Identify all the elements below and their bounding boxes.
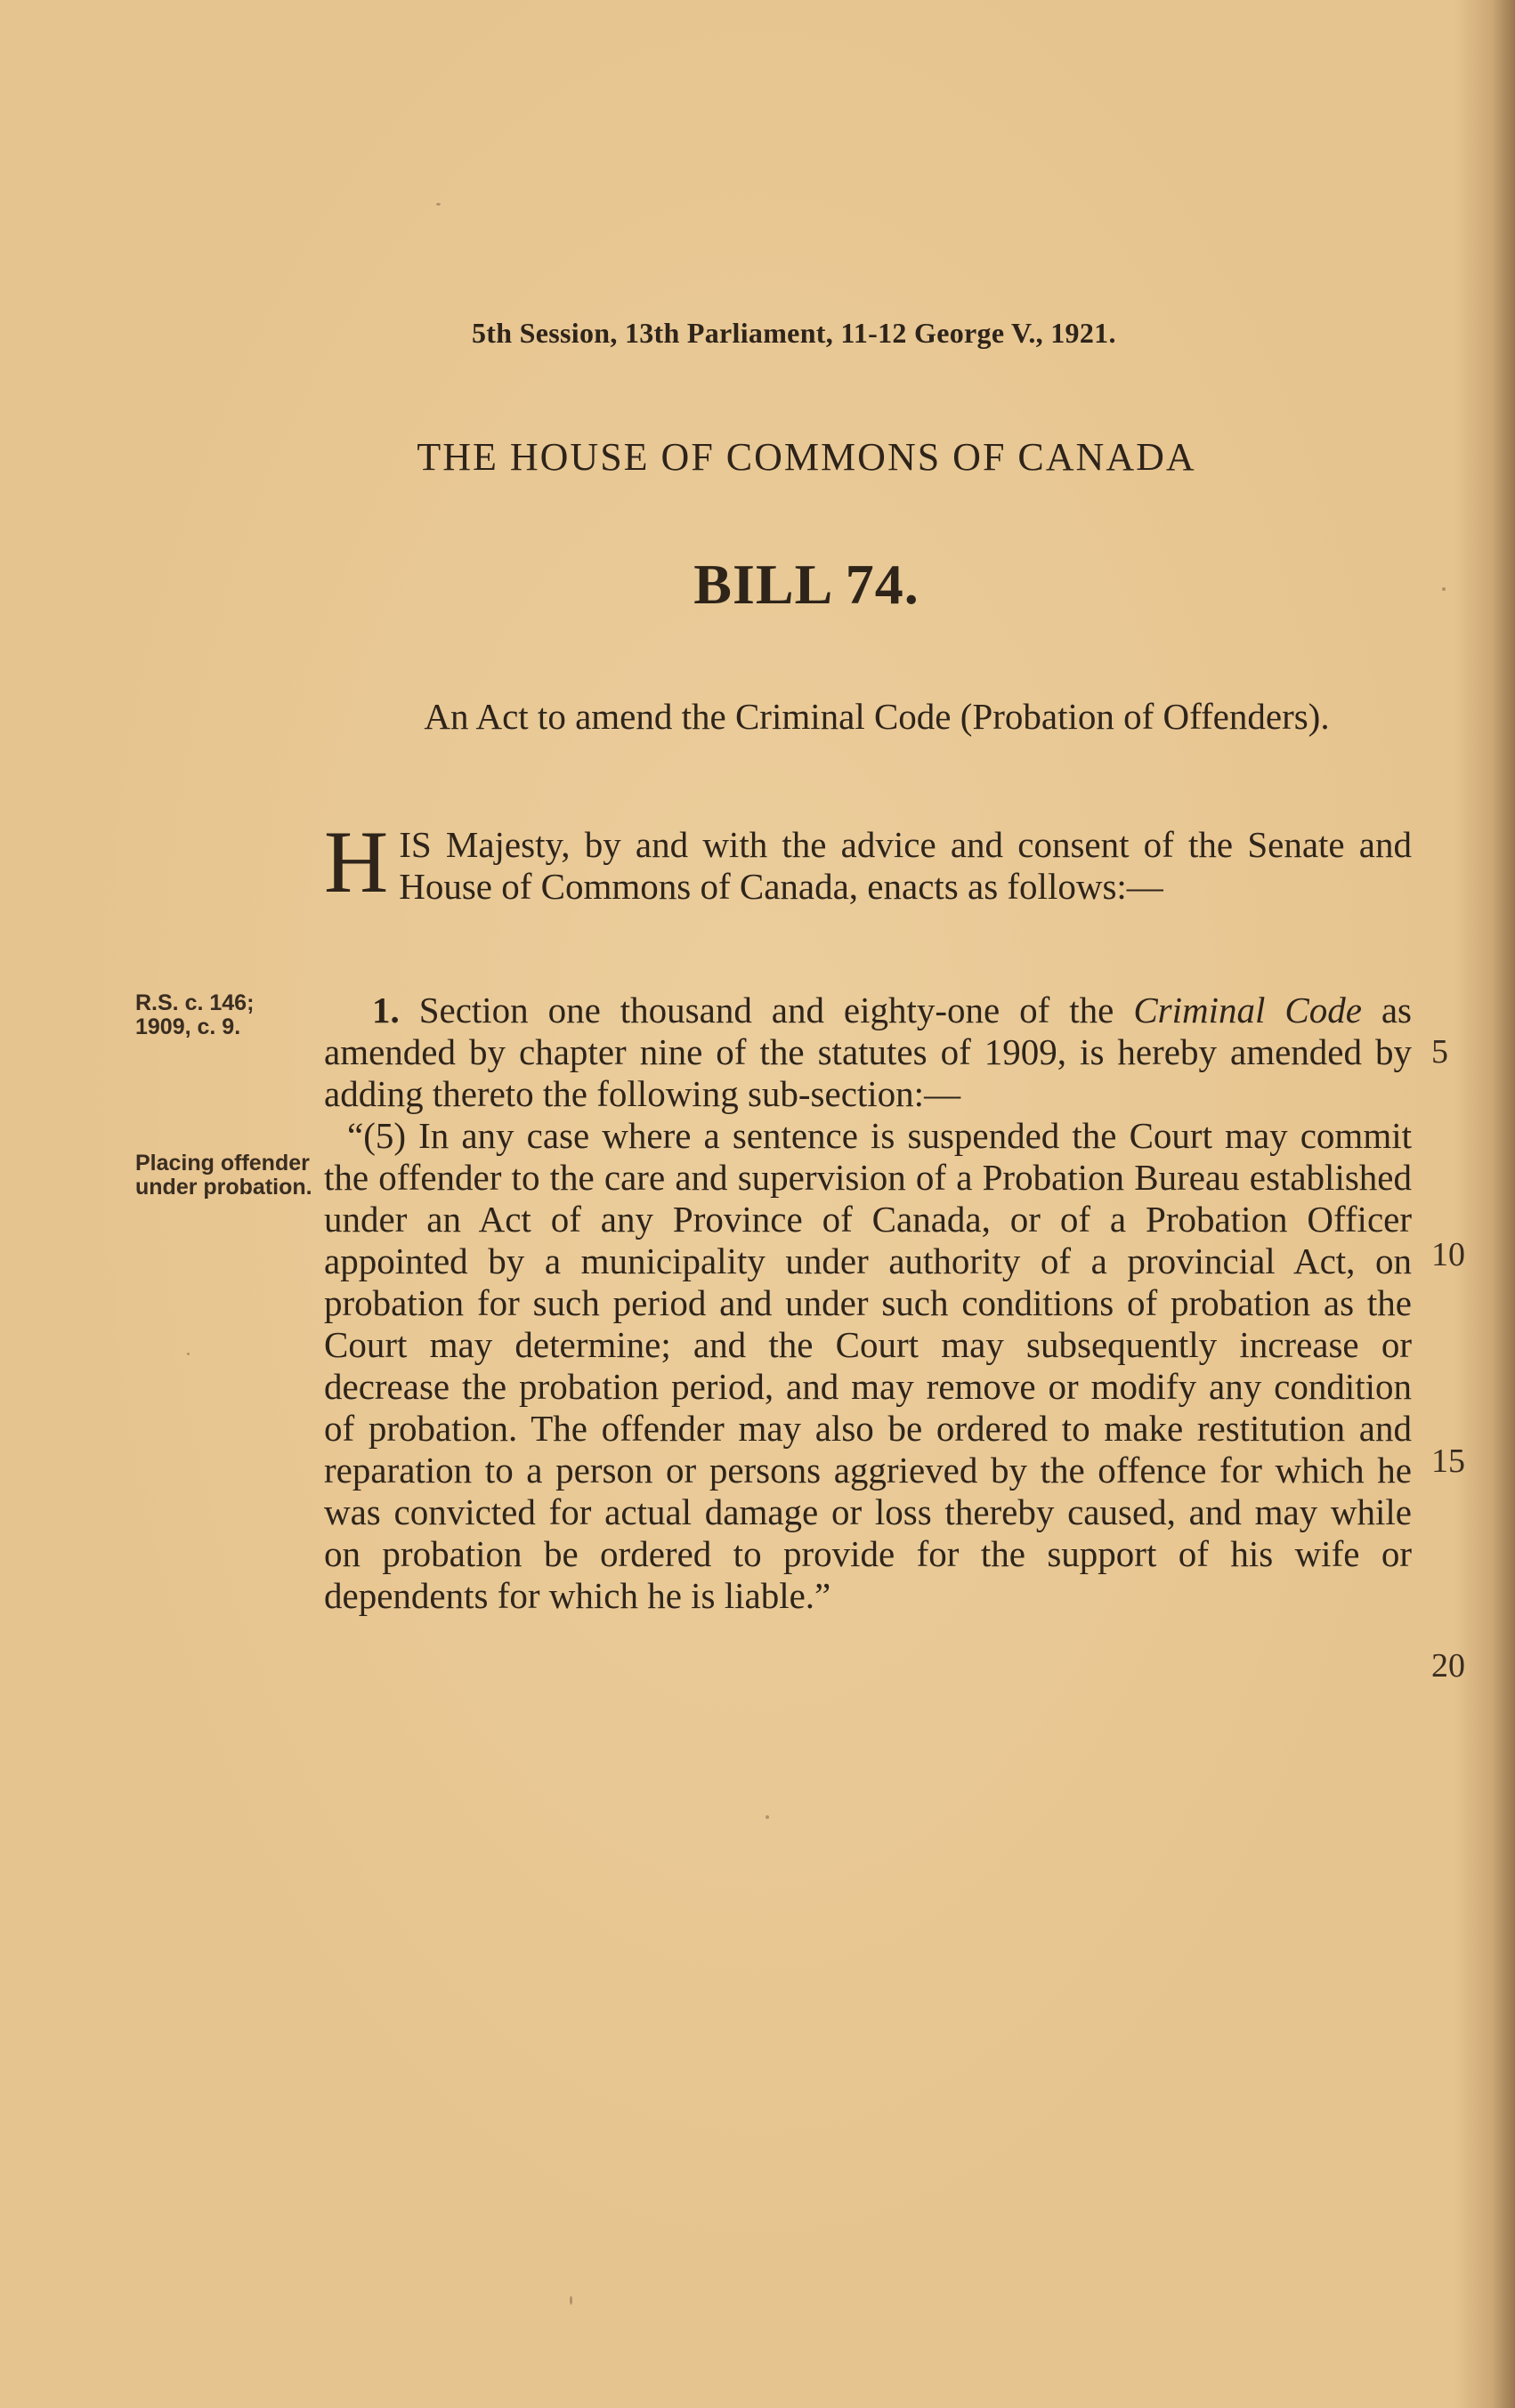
session-line: 5th Session, 13th Parliament, 11-12 George V., 1921. [472, 317, 1116, 349]
paper-speck [436, 203, 441, 206]
line-number-20: 20 [1431, 1647, 1465, 1685]
drop-cap: H [324, 812, 389, 911]
paper-speck [1442, 587, 1446, 591]
criminal-code-reference: Criminal Code [1133, 990, 1362, 1030]
line-number-15: 15 [1431, 1442, 1465, 1480]
section-text-after: as amended by chapter nine of the statutes of 1909, is hereby amended by adding thereto the following sub-section:— [324, 990, 1413, 1114]
section-text-before: Section one thousand and eighty-one of the [418, 990, 1114, 1030]
line-number-5: 5 [1431, 1033, 1448, 1071]
bill-title: BILL 74. [693, 553, 920, 616]
side-note-placing-offender: Placing offender under probation. [135, 1151, 312, 1200]
line-number-10: 10 [1431, 1236, 1465, 1273]
act-title: An Act to amend the Criminal Code (Probation of Offenders). [424, 696, 1330, 737]
paper-speck [570, 2296, 572, 2305]
paper-speck [187, 1353, 190, 1355]
enacting-clause [324, 812, 1412, 911]
house-heading: THE HOUSE OF COMMONS OF CANADA [417, 435, 1196, 479]
subsection-5: “(5) In any case where a sentence is suspended the Court may commit the offender to the care and supervision of a Probation Bureau established under an Act of any Province of Canada, or of a Probation Officer appointed by a municipality under authority of a provincial Act, on probation for such period and under such conditions of probation as the Court may determine; and the Court may subsequently increase or decrease the probation period, and may remove or modify any condition of probation. The offender may also be ordered to make restitution and reparation to a person or persons aggrieved by the offence for which he was convicted for actual damage or loss thereby caused, and may while on probation be ordered to provide for the support of his wife or dependents for which he is liable.” [324, 1115, 1412, 1616]
side-note-statute-reference: R.S. c. 146; 1909, c. 9. [135, 990, 255, 1039]
section-1 [324, 990, 1412, 1617]
enacting-text: IS Majesty, by and with the advice and consent of the Senate and House of Commons of Canada, enacts as follows:— [399, 824, 1412, 907]
paper-speck [766, 1815, 769, 1819]
section-1-amendment [324, 990, 1412, 1115]
section-number: 1. [372, 990, 400, 1030]
